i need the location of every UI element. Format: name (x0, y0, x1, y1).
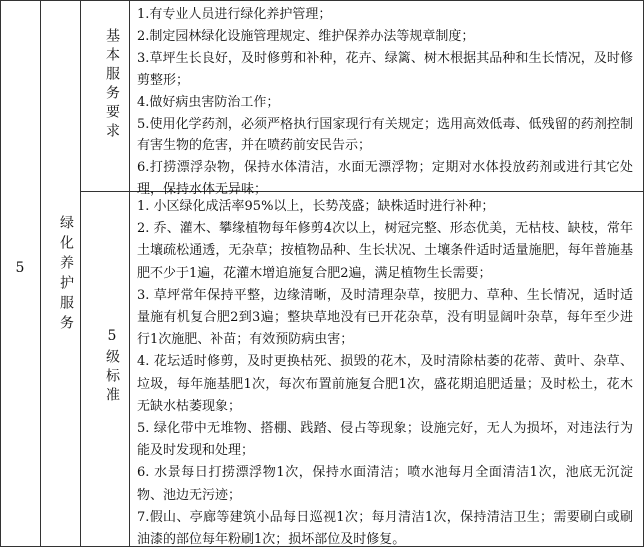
list-item: 6. 水景每日打捞漂浮物1次，保持水面清洁；喷水池每月全面清洁1次，池底无沉淀物、池边无污迹； (137, 465, 633, 503)
col-divider-number (40, 0, 41, 547)
list-item: 3. 草坪常年保持平整，边缘清晰，及时清理杂草，按肥力、草种、生长情况，适时适量施有机复合肥2到3遍；整块草地没有已开花杂草，没有明显阔叶杂草，每年至少进行1次施肥、补苗；有效预防病虫害； (137, 287, 633, 348)
list-item: 7.假山、亭廊等建筑小品每日巡视1次；每月清洁1次，保持清洁卫生；需要刷白或刷油漆的部位每年粉刷1次；损坏部位及时修复。 (137, 509, 633, 548)
list-item: 6.打捞漂浮杂物，保持水体清洁，水面无漂浮物；定期对水体投放药剂或进行其它处理，保持水体无异味； (137, 160, 633, 198)
service-name: 绿化养护服务 (58, 215, 74, 335)
list-item: 2.制定园林绿化设施管理规定、维护保养办法等规章制度； (137, 28, 475, 44)
basic-requirements-list (137, 4, 633, 201)
list-item: 4.做好病虫害防治工作； (137, 94, 280, 110)
table-top-border (0, 0, 644, 1)
col-divider-section (129, 0, 130, 547)
list-item: 5. 绿化带中无堆物、搭棚、践踏、侵占等现象；设施完好，无人为损坏，对违法行为能及时发现和处理； (137, 421, 633, 459)
row-number: 5 (15, 260, 25, 276)
list-item: 3.草坪生长良好，及时修剪和补种，花卉、绿篱、树木根据其品种和生长情况，及时修剪整形； (137, 50, 633, 88)
list-item: 4. 花坛适时修剪，及时更换枯死、损毁的花木，及时清除枯萎的花蒂、黄叶、杂草、垃圾，每年施基肥1次，每次布置前施复合肥1次，盛花期追肥适量；及时松土，花木无缺水枯萎现象； (137, 354, 633, 414)
level5-standard-list (137, 196, 633, 551)
section-title-level5: 5级标准 (104, 328, 120, 406)
list-item: 5.使用化学药剂，必须严格执行国家现行有关规定；选用高效低毒、低残留的药剂控制有害生物的危害，并在喷药前安民告示； (137, 116, 633, 154)
list-item: 1. 小区绿化成活率95%以上，长势茂盛；缺株适时进行补种； (137, 199, 495, 214)
col-divider-service (80, 0, 81, 547)
list-item: 1.有专业人员进行绿化养护管理； (137, 7, 332, 22)
section-title-basic: 基本服务要求 (104, 28, 120, 142)
list-item: 2. 乔、灌木、攀缘植物每年修剪4次以上，树冠完整、形态优美，无枯枝、缺枝，常年土壤疏松通透，无杂草；按植物品种、生长状况、土壤条件适时适量施肥，每年普施基肥不少于1遍，花灌木增追施复合肥2遍，满足植物生长需要； (137, 221, 633, 281)
